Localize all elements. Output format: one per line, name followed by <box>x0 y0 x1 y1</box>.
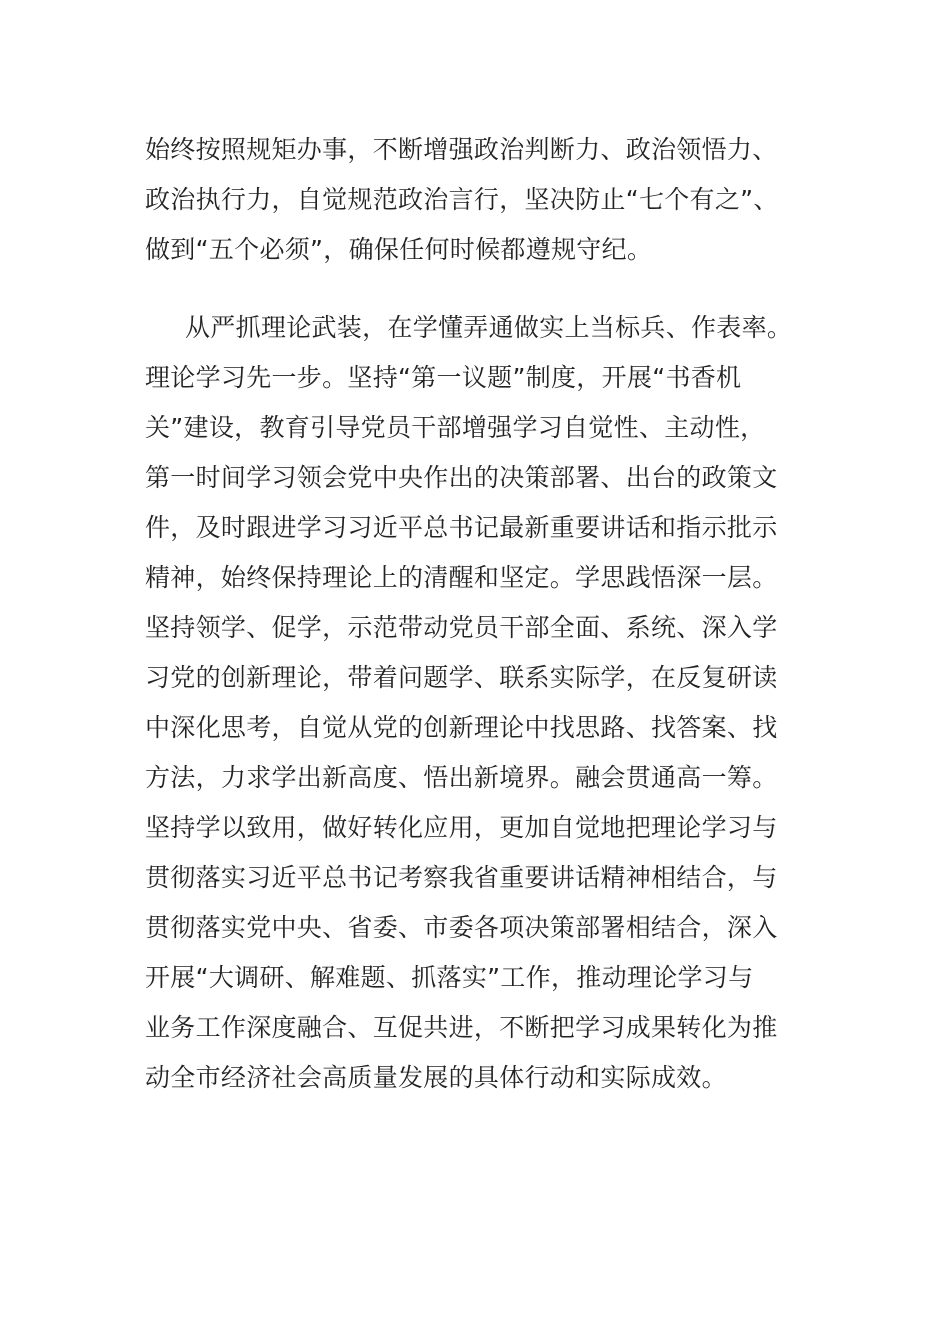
paragraph-2 <box>145 303 805 1103</box>
paragraph-2-line: 关”建设，教育引导党员干部增强学习自觉性、主动性， <box>145 413 766 442</box>
paragraph-2-first-line: 从严抓理论武装，在学懂弄通做实上当标兵、作表率。 <box>185 313 793 342</box>
paragraph-2-line: 开展“大调研、解难题、抓落实”工作，推动理论学习与 <box>145 963 754 992</box>
paragraph-2-line: 贯彻落实习近平总书记考察我省重要讲话精神相结合，与 <box>145 863 778 892</box>
paragraph-2-line: 坚持领学、促学，示范带动党员干部全面、系统、深入学 <box>145 613 778 642</box>
paragraph-1-line: 始终按照规矩办事，不断增强政治判断力、政治领悟力、 <box>145 135 778 164</box>
paragraph-2-line: 坚持学以致用，做好转化应用，更加自觉地把理论学习与 <box>145 813 778 842</box>
paragraph-2-line: 动全市经济社会高质量发展的具体行动和实际成效。 <box>145 1063 727 1092</box>
paragraph-1 <box>145 125 805 275</box>
paragraph-2-line: 贯彻落实党中央、省委、市委各项决策部署相结合，深入 <box>145 913 778 942</box>
paragraph-2-line: 理论学习先一步。坚持“第一议题”制度，开展“书香机 <box>145 363 742 392</box>
paragraph-2-line: 精神，始终保持理论上的清醒和坚定。学思践悟深一层。 <box>145 563 778 592</box>
paragraph-2-line: 习党的创新理论，带着问题学、联系实际学，在反复研读 <box>145 663 778 692</box>
paragraph-2-line: 中深化思考，自觉从党的创新理论中找思路、找答案、找 <box>145 713 778 742</box>
paragraph-2-line: 件，及时跟进学习习近平总书记最新重要讲话和指示批示 <box>145 513 778 542</box>
paragraph-1-line: 政治执行力，自觉规范政治言行，坚决防止“七个有之”、 <box>145 185 779 214</box>
paragraph-2-line: 第一时间学习领会党中央作出的决策部署、出台的政策文 <box>145 463 778 492</box>
paragraph-2-line: 方法，力求学出新高度、悟出新境界。融会贯通高一筹。 <box>145 763 778 792</box>
paragraph-2-line: 业务工作深度融合、互促共进，不断把学习成果转化为推 <box>145 1013 778 1042</box>
paragraph-1-line: 做到“五个必须”，确保任何时候都遵规守纪。 <box>145 235 653 264</box>
